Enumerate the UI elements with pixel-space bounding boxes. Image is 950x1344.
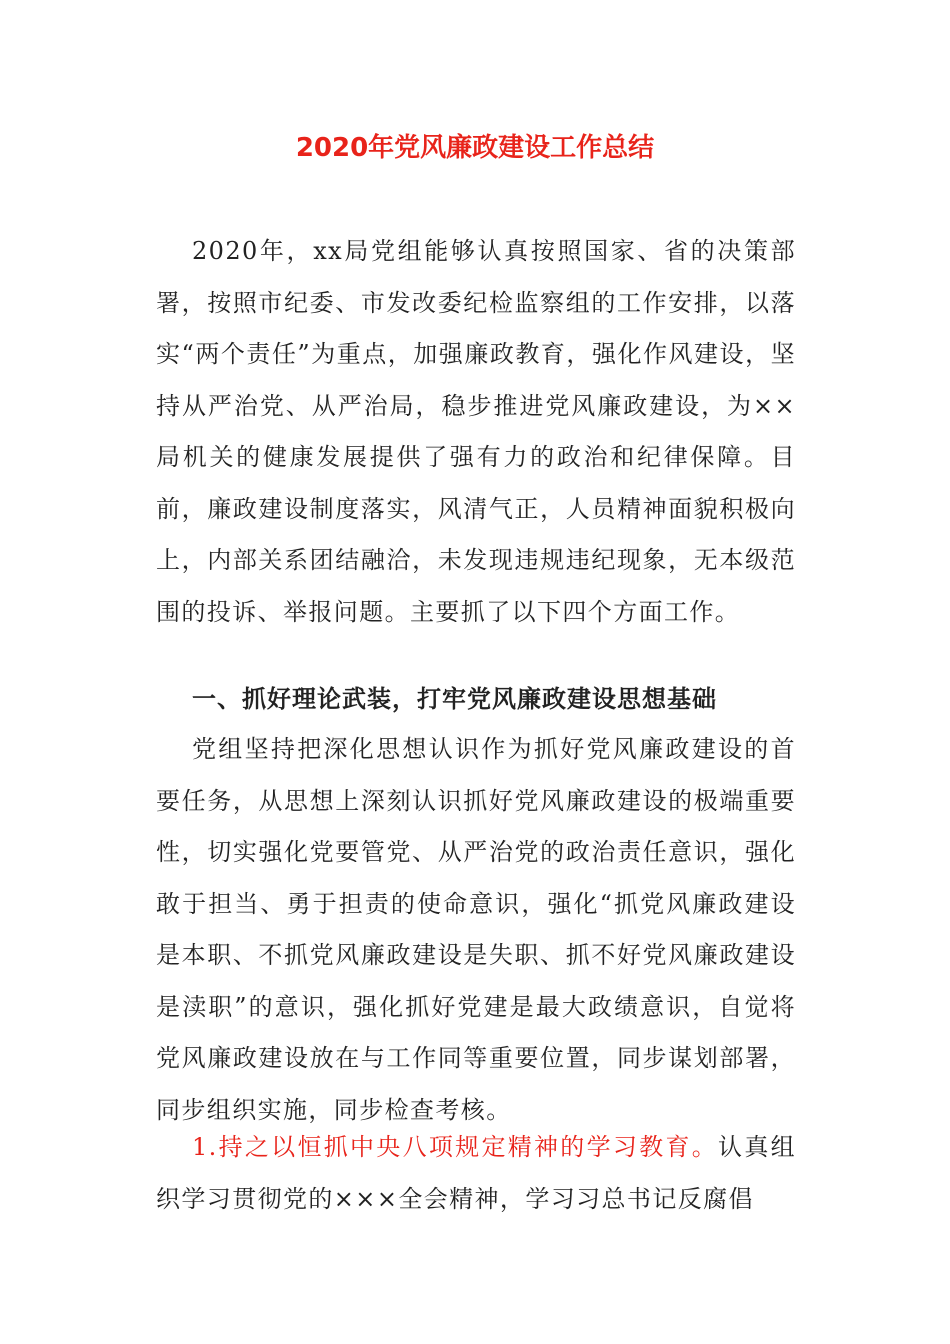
section-1-paragraph: 党组坚持把深化思想认识作为抓好党风廉政建设的首要任务，从思想上深刻认识抓好党风廉政建设的极端重要性，切实强化党要管党、从严治党的政治责任意识，强化敢于担当、勇于担责的使命意识，强化“抓党风廉政建设是本职、不抓党风廉政建设是失职、抓不好党风廉政建设是渎职”的意识，强化抓好党建是最大政绩意识，自觉将党风廉政建设放在与工作同等重要位置，同步谋划部署，同步组织实施，同步检查考核。 [156, 735, 796, 1124]
section-heading-1: 一、抓好理论武装，打牢党风廉政建设思想基础 [192, 685, 717, 713]
item-1-lead: 1.持之以恒抓中央八项规定精神的学习教育。 [192, 1133, 719, 1161]
item-1-paragraph [156, 1122, 796, 1225]
document-title: 2020年党风廉政建设工作总结 [295, 133, 655, 163]
intro-paragraph: 2020年，xx局党组能够认真按照国家、省的决策部署，按照市纪委、市发改委纪检监察组的工作安排，以落实“两个责任”为重点，加强廉政教育，强化作风建设，坚持从严治党、从严治局，稳步推进党风廉政建设，为××局机关的健康发展提供了强有力的政治和纪律保障。目前，廉政建设制度落实，风清气正，人员精神面貌积极向上，内部关系团结融洽，未发现违规违纪现象，无本级范围的投诉、举报问题。主要抓了以下四个方面工作。 [156, 237, 796, 626]
item-1-text: 认真组织学习贯彻党的×××全会精神，学习习总书记反腐倡 [156, 1133, 797, 1213]
